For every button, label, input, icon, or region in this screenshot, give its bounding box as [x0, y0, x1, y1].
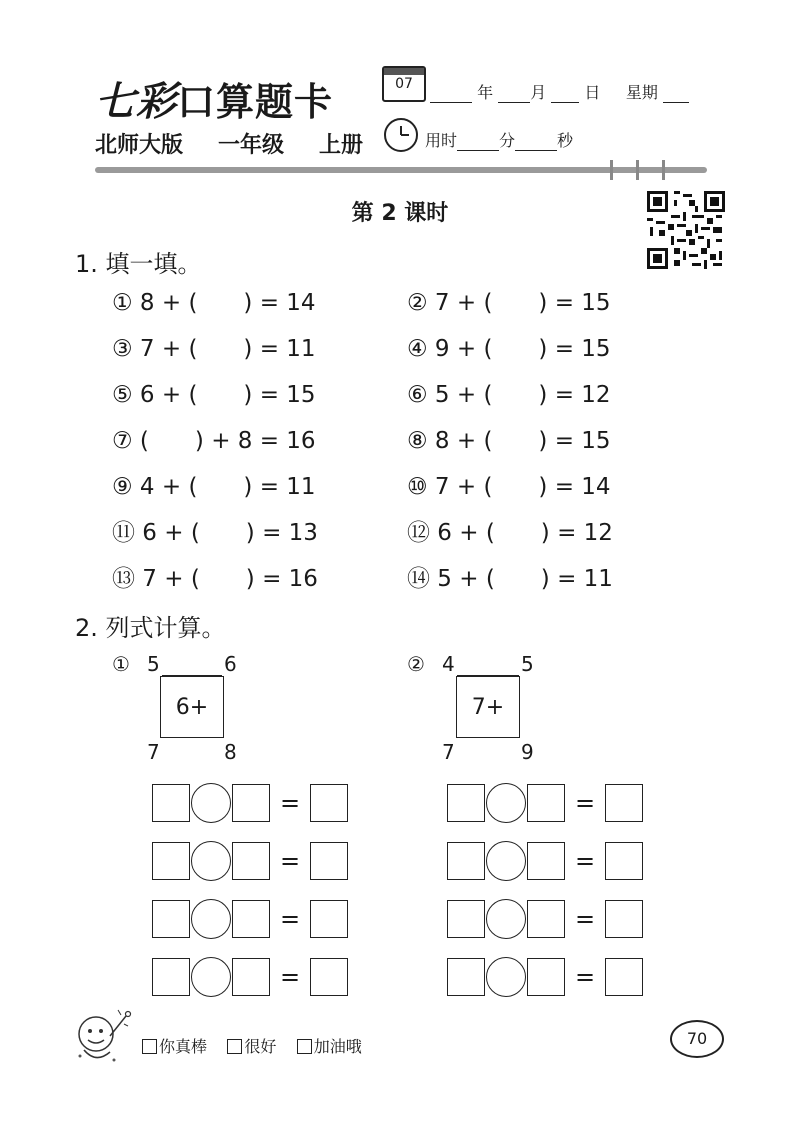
equation-item: ③ 7 + ( ) = 11 [112, 336, 316, 362]
operator-circle[interactable] [191, 957, 231, 997]
checkbox-icon [297, 1039, 312, 1054]
rating-option-1[interactable] [142, 1037, 207, 1056]
equation-item: ② 7 + ( ) = 15 [407, 290, 611, 316]
pin-icon [636, 160, 639, 180]
equation-item: ⑤ 6 + ( ) = 15 [112, 382, 316, 408]
operator-circle[interactable] [191, 841, 231, 881]
equation-item: ⑥ 5 + ( ) = 12 [407, 382, 611, 408]
answer-row [447, 957, 643, 997]
day-blank [551, 86, 579, 103]
answer-row [152, 957, 348, 997]
equals-sign: = [574, 789, 596, 817]
equals-sign: = [279, 847, 301, 875]
answer-box[interactable] [447, 958, 485, 996]
brand-title [95, 70, 333, 127]
qr-code-icon [647, 190, 725, 270]
operator-circle[interactable] [191, 783, 231, 823]
rating-label: 你真棒 [159, 1037, 208, 1056]
header-divider [95, 167, 707, 173]
time-used-label: 用时 [425, 131, 458, 150]
answer-row [447, 783, 643, 823]
equation-item: ⑬ 7 + ( ) = 16 [112, 566, 318, 592]
grade: 一年级 [218, 133, 285, 158]
answer-box[interactable] [527, 900, 565, 938]
answer-box[interactable] [232, 784, 270, 822]
month-label: 月 [530, 83, 547, 102]
checkbox-icon [142, 1039, 157, 1054]
edition: 北师大版 [95, 133, 184, 158]
answer-box[interactable] [152, 958, 190, 996]
equation-item: ① 8 + ( ) = 14 [112, 290, 316, 316]
result-box[interactable] [605, 842, 643, 880]
result-box[interactable] [310, 900, 348, 938]
year-blank [430, 86, 472, 103]
diagram-center-box: 6+ [160, 676, 224, 738]
answer-row [152, 841, 348, 881]
answer-row [152, 899, 348, 939]
rating-options [142, 1034, 362, 1057]
answer-row [152, 783, 348, 823]
section1-title: 1. 填一填。 [75, 250, 202, 278]
edition-line [95, 128, 363, 159]
rating-option-3[interactable] [297, 1037, 362, 1056]
brand-script: 七彩 [95, 78, 177, 125]
equation-item: ④ 9 + ( ) = 15 [407, 336, 611, 362]
seconds-label: 秒 [557, 131, 574, 150]
result-box[interactable] [310, 842, 348, 880]
month-blank [498, 86, 530, 103]
minutes-blank [457, 134, 499, 151]
equals-sign: = [279, 905, 301, 933]
answer-box[interactable] [152, 784, 190, 822]
result-box[interactable] [310, 784, 348, 822]
year-label: 年 [477, 83, 494, 102]
result-box[interactable] [605, 958, 643, 996]
equals-sign: = [574, 963, 596, 991]
equation-item: ⑧ 8 + ( ) = 15 [407, 428, 611, 454]
volume: 上册 [319, 133, 364, 158]
rating-label: 加油哦 [313, 1037, 362, 1056]
result-box[interactable] [605, 900, 643, 938]
diagram-bottom-right: 9 [521, 740, 534, 764]
diagram-marker: ② [407, 652, 425, 676]
calendar-number: 07 [395, 76, 413, 92]
operator-circle[interactable] [486, 783, 526, 823]
brand-rest: 口算题卡 [177, 79, 334, 124]
equation-item: ⑪ 6 + ( ) = 13 [112, 520, 318, 546]
equation-item: ⑩ 7 + ( ) = 14 [407, 474, 611, 500]
pin-icon [610, 160, 613, 180]
answer-box[interactable] [152, 900, 190, 938]
answer-row [447, 899, 643, 939]
rating-label: 很好 [244, 1037, 277, 1056]
equals-sign: = [279, 963, 301, 991]
answer-box[interactable] [447, 842, 485, 880]
rating-option-2[interactable] [227, 1037, 276, 1056]
answer-box[interactable] [527, 958, 565, 996]
operator-circle[interactable] [486, 899, 526, 939]
time-line [425, 128, 573, 151]
equals-sign: = [279, 789, 301, 817]
diagram-top-left: 5 [147, 652, 160, 676]
answer-box[interactable] [447, 900, 485, 938]
checkbox-icon [227, 1039, 242, 1054]
diagram-bottom-left: 7 [147, 740, 160, 764]
clock-icon [384, 118, 418, 152]
operator-circle[interactable] [486, 841, 526, 881]
diagram-center-box: 7+ [456, 676, 520, 738]
operator-circle[interactable] [191, 899, 231, 939]
diagram-marker: ① [112, 652, 130, 676]
operator-circle[interactable] [486, 957, 526, 997]
page-number: 70 [670, 1020, 724, 1058]
answer-box[interactable] [232, 958, 270, 996]
equation-item: ⑫ 6 + ( ) = 12 [407, 520, 613, 546]
diagram-bottom-right: 8 [224, 740, 237, 764]
answer-box[interactable] [152, 842, 190, 880]
day-label: 日 [584, 83, 601, 102]
answer-box[interactable] [527, 784, 565, 822]
minutes-label: 分 [499, 131, 516, 150]
equation-item: ⑭ 5 + ( ) = 11 [407, 566, 613, 592]
equals-sign: = [574, 847, 596, 875]
pin-icon [662, 160, 665, 180]
mascot-icon [70, 1006, 136, 1068]
weekday-blank [663, 86, 689, 103]
diagram-top-left: 4 [442, 652, 455, 676]
lesson-title: 第 2 课时 [351, 201, 449, 226]
diagram-top-right: 6 [224, 652, 237, 676]
diagram-bottom-left: 7 [442, 740, 455, 764]
answer-row [447, 841, 643, 881]
weekday-label: 星期 [625, 83, 658, 102]
section2-title: 2. 列式计算。 [75, 614, 226, 642]
equation-item: ⑨ 4 + ( ) = 11 [112, 474, 316, 500]
equals-sign: = [574, 905, 596, 933]
seconds-blank [515, 134, 557, 151]
answer-box[interactable] [447, 784, 485, 822]
result-box[interactable] [310, 958, 348, 996]
date-line [430, 80, 689, 103]
diagram-top-right: 5 [521, 652, 534, 676]
answer-box[interactable] [232, 842, 270, 880]
answer-box[interactable] [232, 900, 270, 938]
equation-item: ⑦ ( ) + 8 = 16 [112, 428, 316, 454]
calendar-icon [382, 66, 426, 102]
answer-box[interactable] [527, 842, 565, 880]
result-box[interactable] [605, 784, 643, 822]
